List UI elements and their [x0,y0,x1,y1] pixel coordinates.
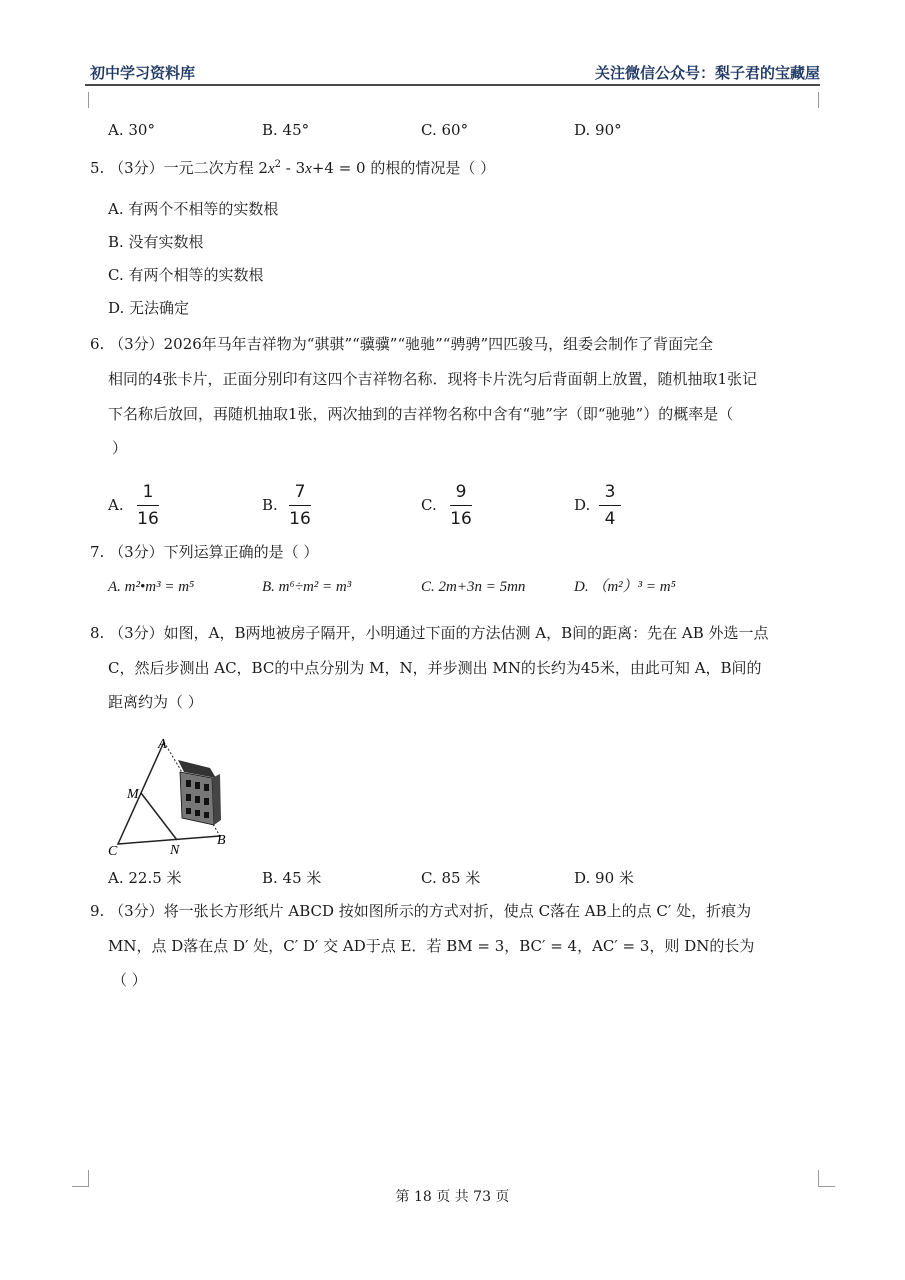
q8-stem-line-1: 8. （3分）如图，A，B两地被房子隔开，小明通过下面的方法估测 A，B间的距离：先在 AB 外选一点 [90,624,769,642]
q6-option-a-label: A. [108,496,124,514]
q6-option-d-label: D. [574,496,591,514]
fraction-denominator: 16 [450,509,472,529]
crop-mark-top-left [72,92,89,108]
q6-option-b-fraction [287,481,313,530]
crop-mark-top-right [818,92,835,108]
q8-stem-line-2: C，然后步测出 AC，BC的中点分别为 M，N，并步测出 MN的长约为45米，由此可知 A，B间的 [108,659,762,677]
q8-stem-line-3: 距离约为（ ） [108,693,203,711]
q6-option-b-label: B. [262,496,278,514]
q7-option-a: A. m²•m³ = m⁵ [108,579,195,595]
fraction-numerator: 1 [142,482,154,502]
q5-stem-tail: +4 = 0 的根的情况是（ ） [311,159,496,177]
q4-option-d: D. 90° [574,121,622,139]
q8-point-b: B [217,833,226,848]
q5-option-c: C. 有两个相等的实数根 [108,266,264,284]
q5-stem-prefix: 5. （3分）一元二次方程 2 [90,159,268,177]
q8-option-b: B. 45 米 [262,869,322,887]
q8-point-n: N [170,843,180,858]
header-left-title: 初中学习资料库 [90,64,196,82]
fraction-denominator: 4 [604,509,616,529]
q6-option-a-fraction [135,481,161,530]
q8-option-a: A. 22.5 米 [108,869,182,887]
q6-stem-line-2: 相同的4张卡片，正面分别印有这四个吉祥物名称．现将卡片洗匀后背面朝上放置，随机抽取1张记 [108,370,758,388]
fraction-bar [137,505,159,506]
crop-mark-bottom-right [818,1170,835,1187]
q6-stem-line-3: 下名称后放回，再随机抽取1张，两次抽到的吉祥物名称中含有“驰”字（即“驰驰”）的概率是（ [108,405,734,423]
q4-option-a: A. 30° [108,121,155,139]
header-right-title: 关注微信公众号：梨子君的宝藏屋 [594,64,820,82]
fraction-denominator: 16 [137,509,159,529]
crop-mark-bottom-left [72,1170,89,1187]
q8-option-c: C. 85 米 [421,869,481,887]
q5-stem-middle: - 3 [280,159,306,177]
q6-stem-line-1: 6. （3分）2026年马年吉祥物为“骐骐”“骥骥”“驰驰”“骋骋”四匹骏马，组委会制作了背面完全 [90,335,714,353]
q5-var-x2: x [305,161,312,177]
fraction-denominator: 16 [289,509,311,529]
q8-midline-mn [141,793,177,840]
q7-option-b: B. m⁶÷m² = m³ [262,579,352,595]
fraction-bar [450,505,472,506]
fraction-numerator: 3 [604,482,616,502]
page-footer: 第 18 页 共 73 页 [395,1189,510,1205]
fraction-bar [289,505,311,506]
q7-stem: 7. （3分）下列运算正确的是（ ） [90,543,319,561]
q8-figure [100,730,240,860]
house-icon [178,760,221,825]
q9-stem-line-3: （ ） [112,971,147,989]
q7-option-c: C. 2m+3n = 5mn [421,579,526,595]
q6-option-d-fraction [597,481,623,530]
q5-option-b: B. 没有实数根 [108,233,204,251]
fraction-numerator: 7 [294,482,306,502]
fraction-numerator: 9 [455,482,467,502]
q5-stem [90,155,495,179]
q4-option-b: B. 45° [262,121,310,139]
q5-option-a: A. 有两个不相等的实数根 [108,200,279,218]
q5-option-d: D. 无法确定 [108,299,190,317]
q6-option-c-fraction [448,481,474,530]
header-divider [85,84,820,86]
q8-option-d: D. 90 米 [574,869,634,887]
q6-stem-line-4: ） [112,439,128,457]
q8-point-m: M [127,787,139,802]
q4-option-c: C. 60° [421,121,469,139]
q5-var-x: x [267,161,275,177]
q9-stem-line-2: MN，点 D落在点 D′ 处，C′ D′ 交 AD于点 E．若 BM = 3，BC′ = 4，AC′ = 3，则 DN的长为 [108,937,755,955]
q5-exponent: 2 [274,159,281,170]
q8-point-c: C [108,844,118,859]
q8-point-a: A [158,737,167,752]
fraction-bar [599,505,621,506]
q6-option-c-label: C. [421,496,437,514]
q9-stem-line-1: 9. （3分）将一张长方形纸片 ABCD 按如图所示的方式对折，使点 C落在 AB上的点 C′ 处，折痕为 [90,902,752,920]
q7-option-d: D. （m²）³ = m⁵ [574,579,676,595]
